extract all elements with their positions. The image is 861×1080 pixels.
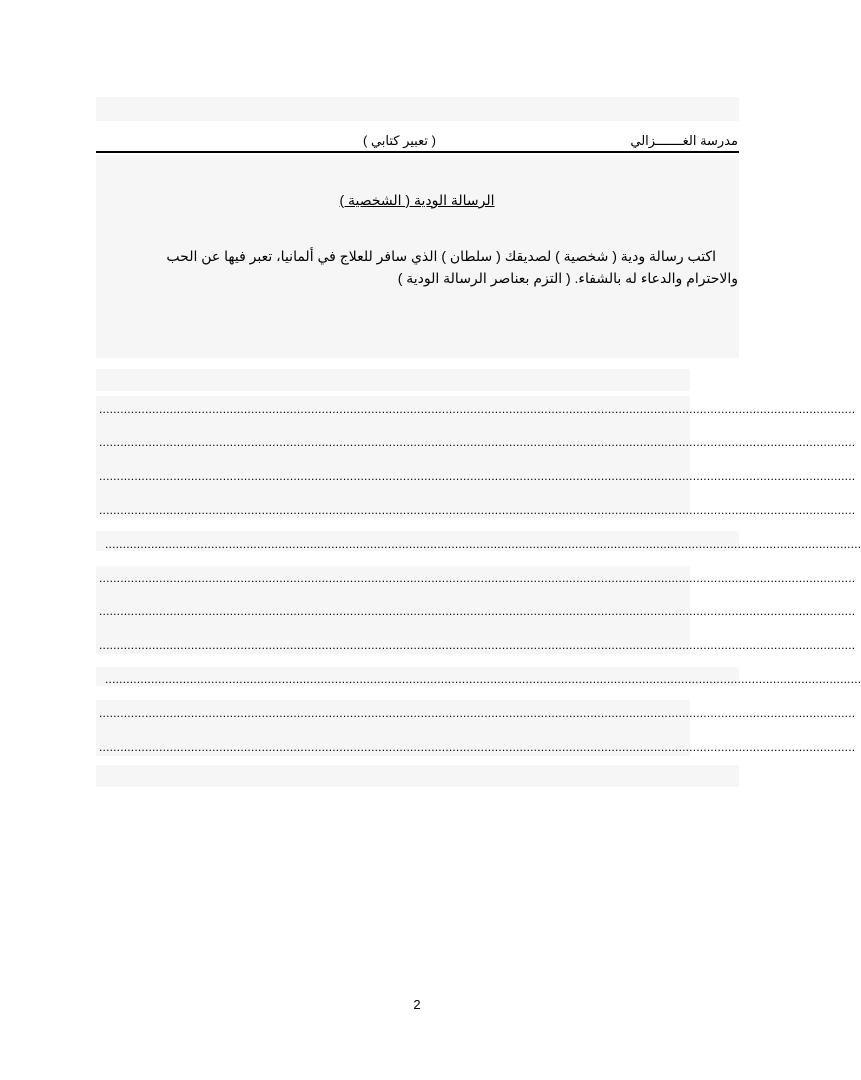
header-divider (96, 151, 739, 153)
writing-line[interactable]: ...................................................................................................................................................................................................................... (99, 435, 856, 449)
writing-line[interactable]: ...................................................................................................................................................................................................................... (105, 672, 861, 686)
writing-line[interactable]: ...................................................................................................................................................................................................................... (99, 469, 856, 483)
footer-band (96, 765, 739, 787)
writing-line[interactable]: ...................................................................................................................................................................................................................... (99, 638, 856, 652)
writing-line[interactable]: ...................................................................................................................................................................................................................... (99, 740, 856, 754)
instruction-line-2: والاحترام والدعاء له بالشفاء. ( التزم بعناصر الرسالة الودية ) (397, 270, 738, 286)
writing-line[interactable]: ...................................................................................................................................................................................................................... (99, 402, 856, 416)
writing-line[interactable]: ...................................................................................................................................................................................................................... (99, 604, 856, 618)
writing-band (96, 369, 690, 391)
header-band (96, 97, 739, 121)
writing-line[interactable]: ...................................................................................................................................................................................................................... (105, 537, 861, 551)
writing-line[interactable]: ...................................................................................................................................................................................................................... (99, 571, 856, 585)
page-title: الرسالة الودية ( الشخصية ) (339, 192, 495, 208)
subject-label: ( تعبير كتابي ) (363, 133, 436, 148)
page-number: 2 (413, 997, 421, 1012)
writing-line[interactable]: ...................................................................................................................................................................................................................... (99, 706, 856, 720)
school-name: مدرسة الغـــــــزالي (630, 133, 738, 148)
instruction-text (110, 245, 738, 289)
writing-line[interactable]: ...................................................................................................................................................................................................................... (99, 503, 856, 517)
instruction-line-1: اكتب رسالة ودية ( شخصية ) لصديقك ( سلطان ) الذي سافر للعلاج في ألمانيا، تعبر فيها عن الحب (166, 248, 716, 264)
